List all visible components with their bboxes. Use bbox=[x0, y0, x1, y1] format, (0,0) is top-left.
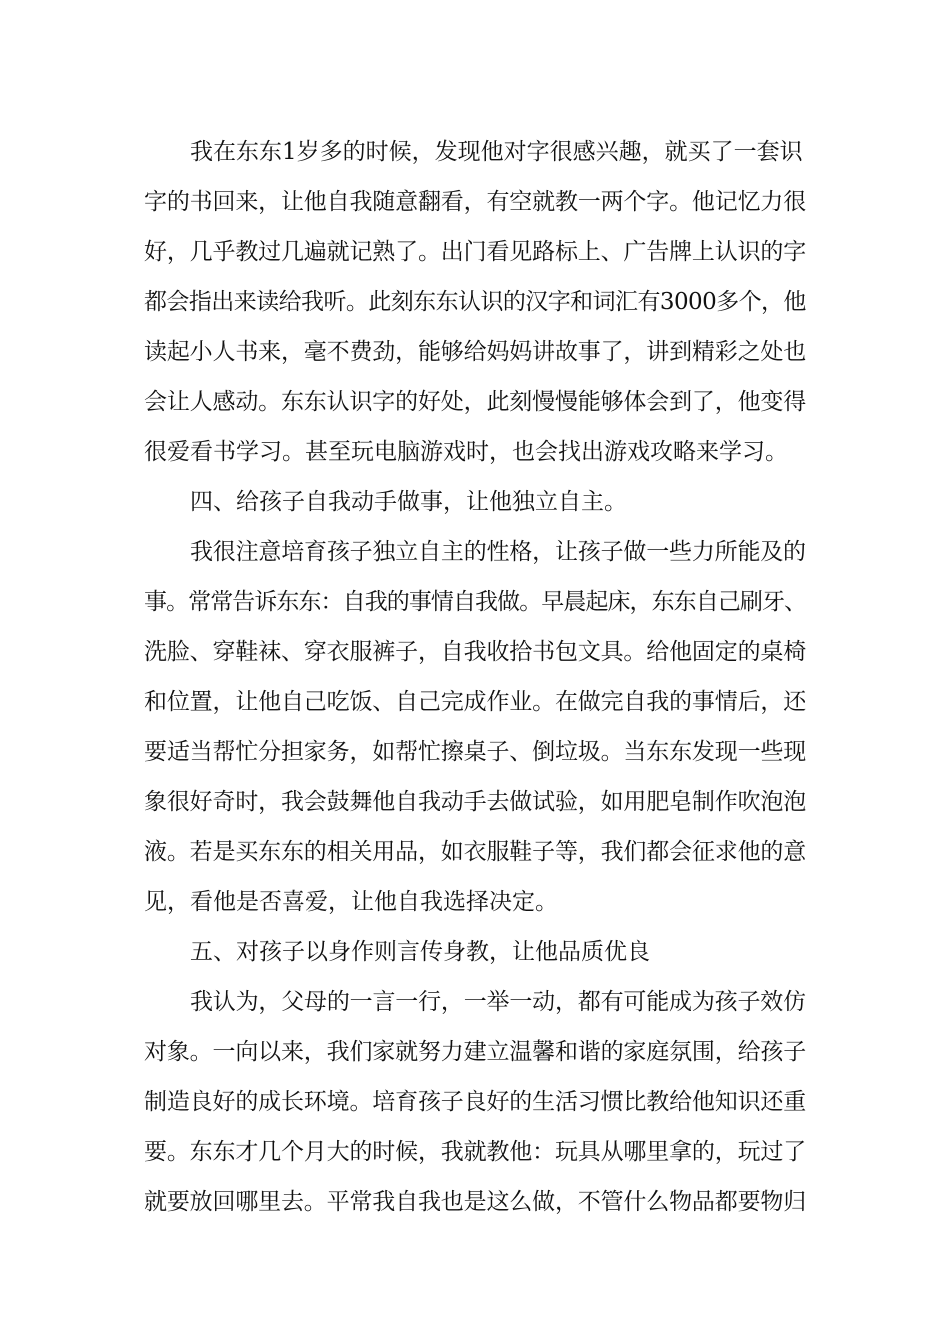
paragraph-line: 很爱看书学习。甚至玩电脑游戏时，也会找出游戏攻略来学习。 bbox=[144, 439, 788, 465]
section-heading: 五、对孩子以身作则言传身教，让他品质优良 bbox=[190, 939, 650, 965]
paragraph-line: 要适当帮忙分担家务，如帮忙擦桌子、倒垃圾。当东东发现一些现 bbox=[144, 739, 807, 765]
paragraph-line: 象很好奇时，我会鼓舞他自我动手去做试验，如用肥皂制作吹泡泡 bbox=[144, 789, 807, 815]
section-heading: 四、给孩子自我动手做事，让他独立自主。 bbox=[190, 489, 627, 515]
paragraph-line: 读起小人书来，毫不费劲，能够给妈妈讲故事了，讲到精彩之处也 bbox=[144, 339, 807, 365]
paragraph-line: 和位置，让他自己吃饭、自己完成作业。在做完自我的事情后，还 bbox=[144, 689, 807, 715]
paragraph-line: 好，几乎教过几遍就记熟了。出门看见路标上、广告牌上认识的字 bbox=[144, 239, 807, 265]
paragraph-line: 就要放回哪里去。平常我自我也是这么做，不管什么物品都要物归 bbox=[144, 1189, 807, 1215]
paragraph-line: 见，看他是否喜爱，让他自我选择决定。 bbox=[144, 889, 558, 915]
document-body bbox=[144, 127, 806, 1227]
paragraph-line: 会让人感动。东东认识字的好处，此刻慢慢能够体会到了，他变得 bbox=[144, 389, 807, 415]
paragraph-line: 洗脸、穿鞋袜、穿衣服裤子，自我收拾书包文具。给他固定的桌椅 bbox=[144, 639, 807, 665]
paragraph-line: 都会指出来读给我听。此刻东东认识的汉字和词汇有3000多个，他 bbox=[144, 289, 806, 315]
paragraph-line: 事。常常告诉东东：自我的事情自我做。早晨起床，东东自己刷牙、 bbox=[144, 589, 807, 615]
paragraph-line: 液。若是买东东的相关用品，如衣服鞋子等，我们都会征求他的意 bbox=[144, 839, 807, 865]
paragraph-line: 对象。一向以来，我们家就努力建立温馨和谐的家庭氛围，给孩子 bbox=[144, 1039, 807, 1065]
paragraph-line: 我认为，父母的一言一行，一举一动，都有可能成为孩子效仿 bbox=[190, 989, 806, 1015]
paragraph-line: 我很注意培育孩子独立自主的性格，让孩子做一些力所能及的 bbox=[190, 539, 806, 565]
paragraph-line: 制造良好的成长环境。培育孩子良好的生活习惯比教给他知识还重 bbox=[144, 1089, 807, 1115]
paragraph-line: 字的书回来，让他自我随意翻看，有空就教一两个字。他记忆力很 bbox=[144, 189, 807, 215]
paragraph-line: 要。东东才几个月大的时候，我就教他：玩具从哪里拿的，玩过了 bbox=[144, 1139, 807, 1165]
paragraph-line: 我在东东1岁多的时候，发现他对字很感兴趣，就买了一套识 bbox=[190, 139, 803, 165]
